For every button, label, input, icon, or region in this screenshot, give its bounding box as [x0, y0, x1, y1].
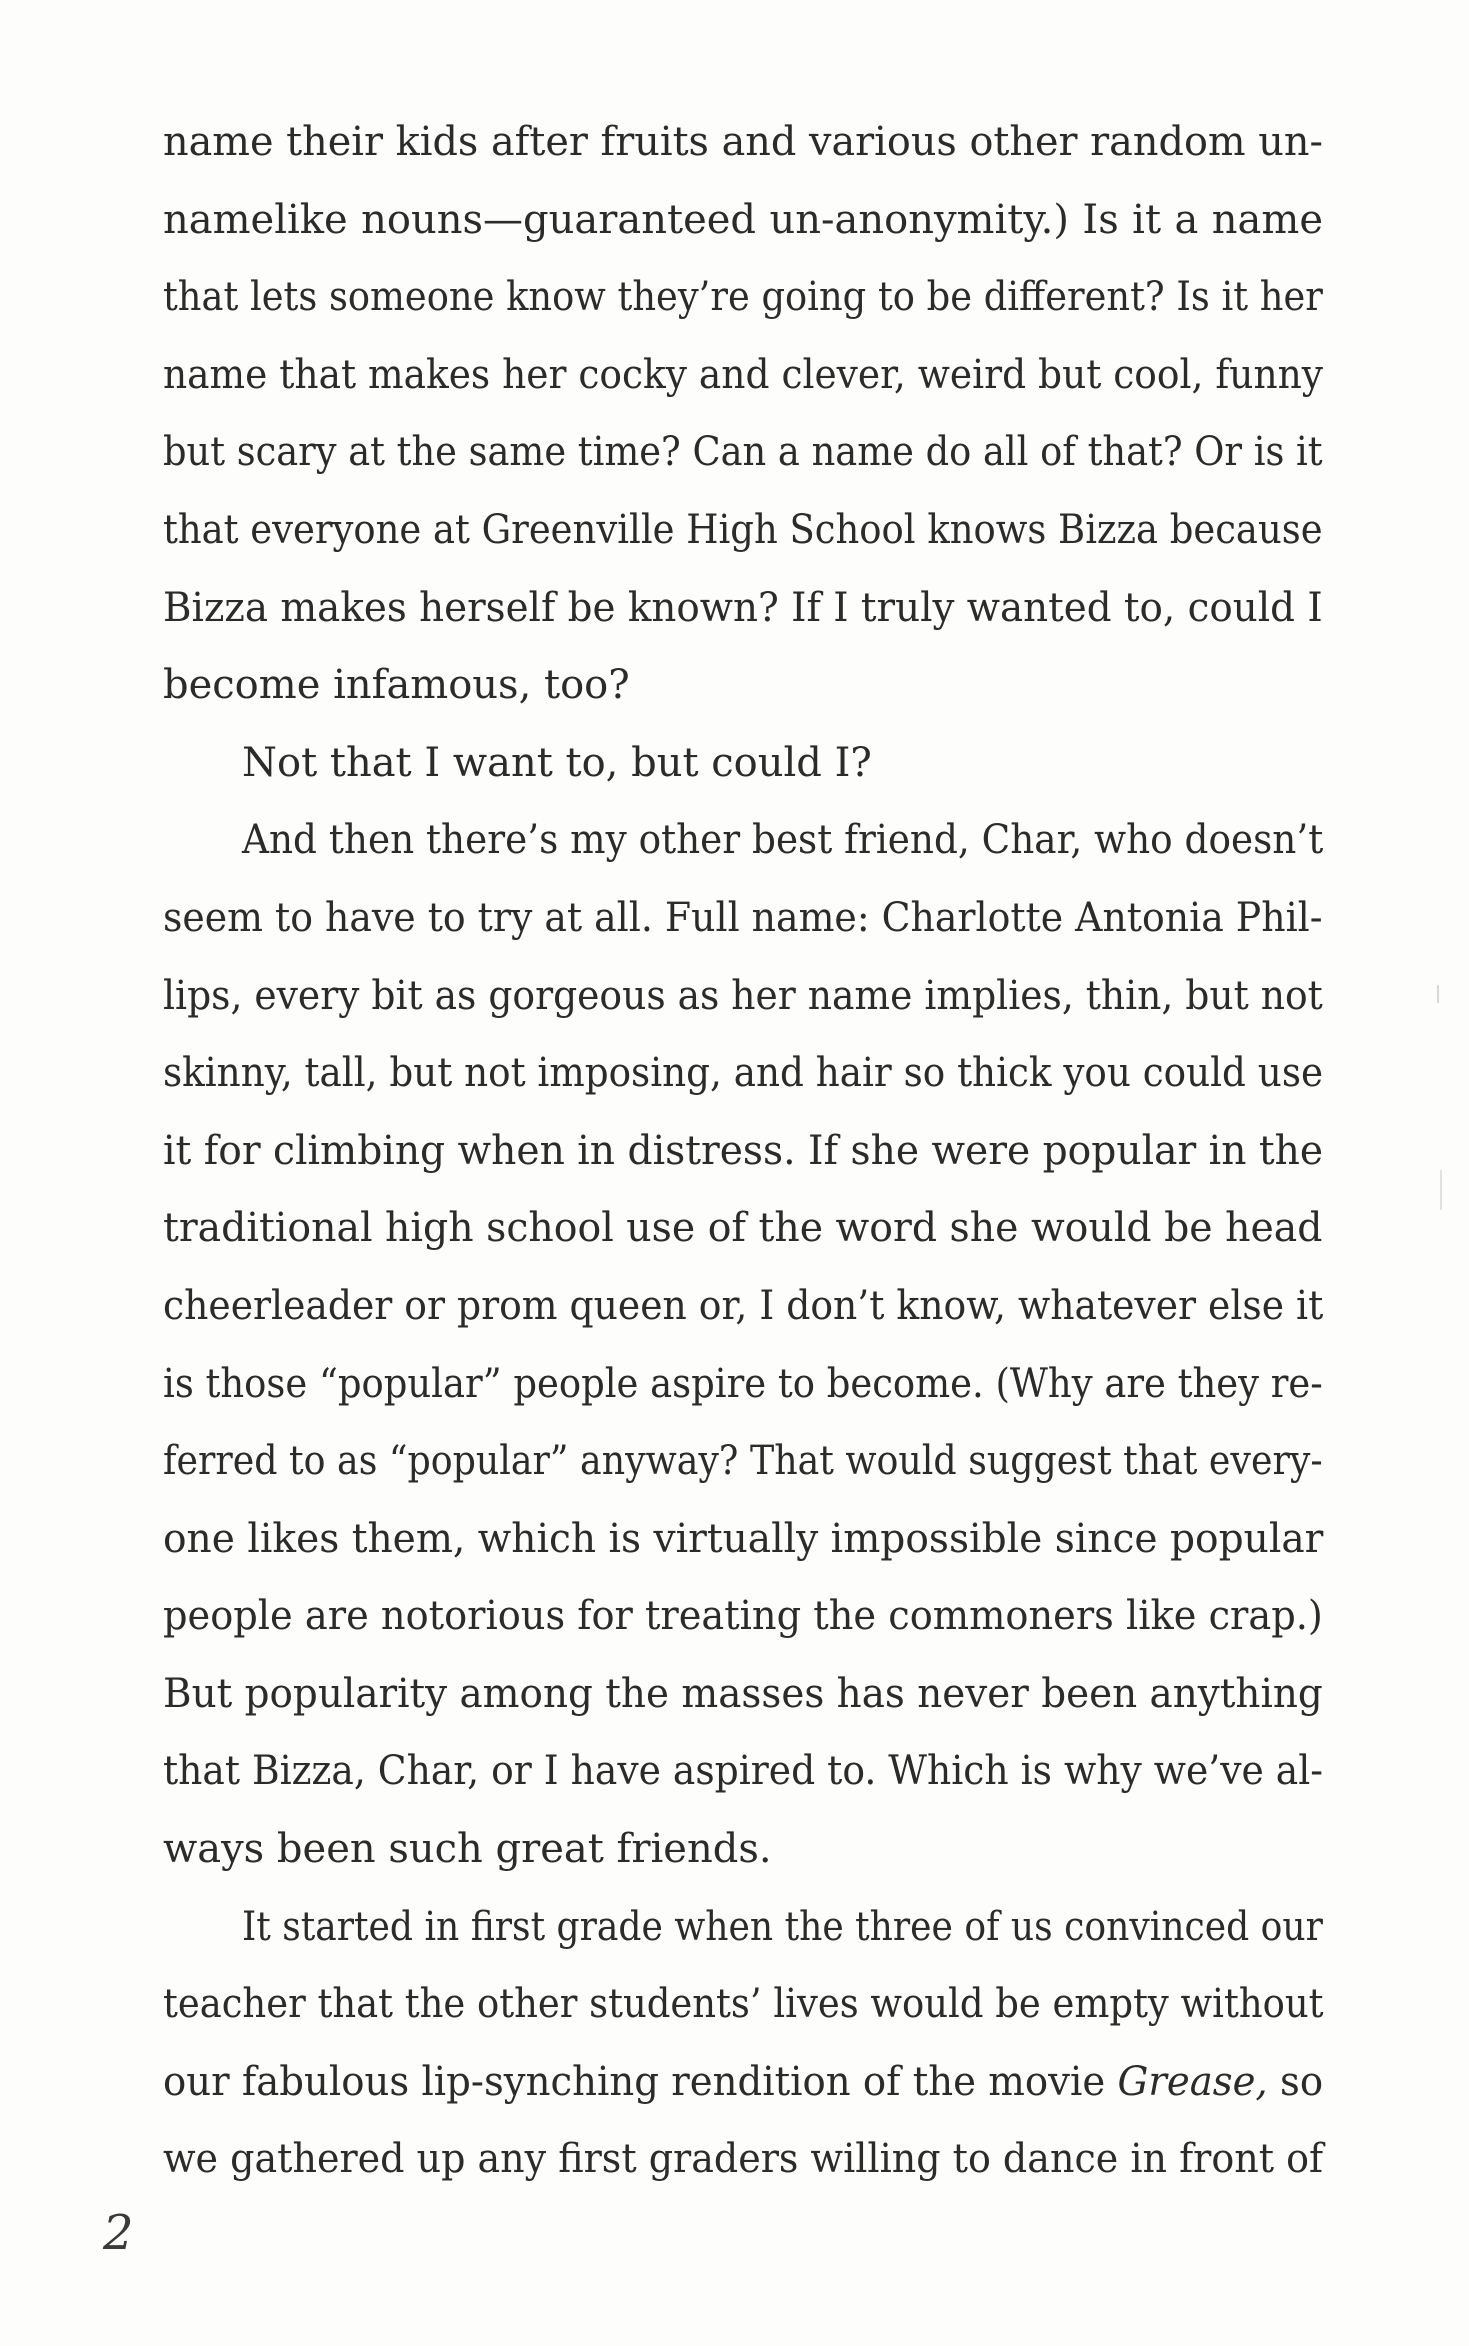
text-line — [163, 1733, 1323, 1811]
text-line — [163, 725, 1323, 803]
text-line — [163, 1501, 1323, 1579]
text-line-content: ferred to as “popular” anyway? That would suggest that every- — [163, 1438, 1323, 1485]
text-line-content: our fabulous lip-synching rendition of the movie Grease, so — [163, 2058, 1324, 2105]
text-line — [163, 1346, 1323, 1424]
text-line-content: cheerleader or prom queen or, I don’t know, whatever else it — [163, 1282, 1324, 1329]
text-line — [163, 1268, 1323, 1346]
text-line-content: we gathered up any first graders willing to dance in front of — [163, 2136, 1324, 2183]
text-line — [163, 1811, 1323, 1889]
text-line-content: that lets someone know they’re going to be different? Is it her — [163, 274, 1323, 321]
text-line-content: namelike nouns—guaranteed un-anonymity.) Is it a name — [163, 196, 1323, 243]
text-line-content: But popularity among the masses has never been anything — [163, 1670, 1323, 1717]
text-line-content: lips, every bit as gorgeous as her name implies, thin, but not — [163, 972, 1323, 1019]
text-line — [163, 802, 1323, 880]
text-line — [163, 1190, 1323, 1268]
text-line — [163, 1113, 1323, 1191]
text-line-content: one likes them, which is virtually impossible since popular — [163, 1515, 1324, 1562]
text-line — [163, 958, 1323, 1036]
text-line — [163, 492, 1323, 570]
text-line — [163, 182, 1323, 260]
text-line — [163, 104, 1323, 182]
text-line — [163, 647, 1323, 725]
text-line — [163, 570, 1323, 648]
text-line-content: Not that I want to, but could I? — [242, 739, 872, 786]
text-line-content: it for climbing when in distress. If she were popular in the — [163, 1127, 1324, 1174]
scan-edge-mark — [1440, 1170, 1442, 1210]
text-line-content: become infamous, too? — [163, 662, 630, 709]
text-line-content: that Bizza, Char, or I have aspired to. Which is why we’ve al- — [163, 1748, 1323, 1795]
text-line-content: but scary at the same time? Can a name do all of that? Or is it — [163, 429, 1323, 476]
text-line — [163, 259, 1323, 337]
text-line-content: is those “popular” people aspire to become. (Why are they re- — [163, 1360, 1323, 1407]
text-line — [163, 1966, 1323, 2044]
text-line — [163, 1656, 1323, 1734]
body-text — [163, 104, 1323, 2199]
text-line-content: traditional high school use of the word she would be head — [163, 1205, 1323, 1252]
text-line-content: And then there’s my other best friend, Char, who doesn’t — [242, 817, 1324, 864]
text-line-content: ways been such great friends. — [163, 1826, 772, 1873]
text-line-content: that everyone at Greenville High School knows Bizza because — [163, 506, 1323, 553]
text-line-content: name that makes her cocky and clever, weird but cool, funny — [163, 351, 1324, 398]
text-line — [163, 1423, 1323, 1501]
text-line-content: seem to have to try at all. Full name: Charlotte Antonia Phil- — [163, 894, 1323, 941]
text-line-content: Bizza makes herself be known? If I truly wanted to, could I — [163, 584, 1323, 631]
page-number: 2 — [103, 2205, 134, 2261]
text-line-content: people are notorious for treating the commoners like crap.) — [163, 1593, 1323, 1640]
scan-edge-mark — [1437, 985, 1439, 1003]
text-line — [163, 1035, 1323, 1113]
text-line-content: It started in first grade when the three of us convinced our — [242, 1903, 1323, 1950]
text-line-content: name their kids after fruits and various other random un- — [163, 119, 1323, 165]
text-line — [163, 880, 1323, 958]
text-line-content: skinny, tall, but not imposing, and hair so thick you could use — [163, 1050, 1324, 1097]
text-line — [163, 2121, 1323, 2199]
text-line — [163, 1578, 1323, 1656]
text-line — [163, 414, 1323, 492]
italic-title: Grease, — [1117, 2058, 1268, 2105]
text-line — [163, 337, 1323, 415]
text-line — [163, 2044, 1323, 2122]
text-line-content: teacher that the other students’ lives would be empty without — [163, 1981, 1324, 2028]
text-line — [163, 1889, 1323, 1967]
